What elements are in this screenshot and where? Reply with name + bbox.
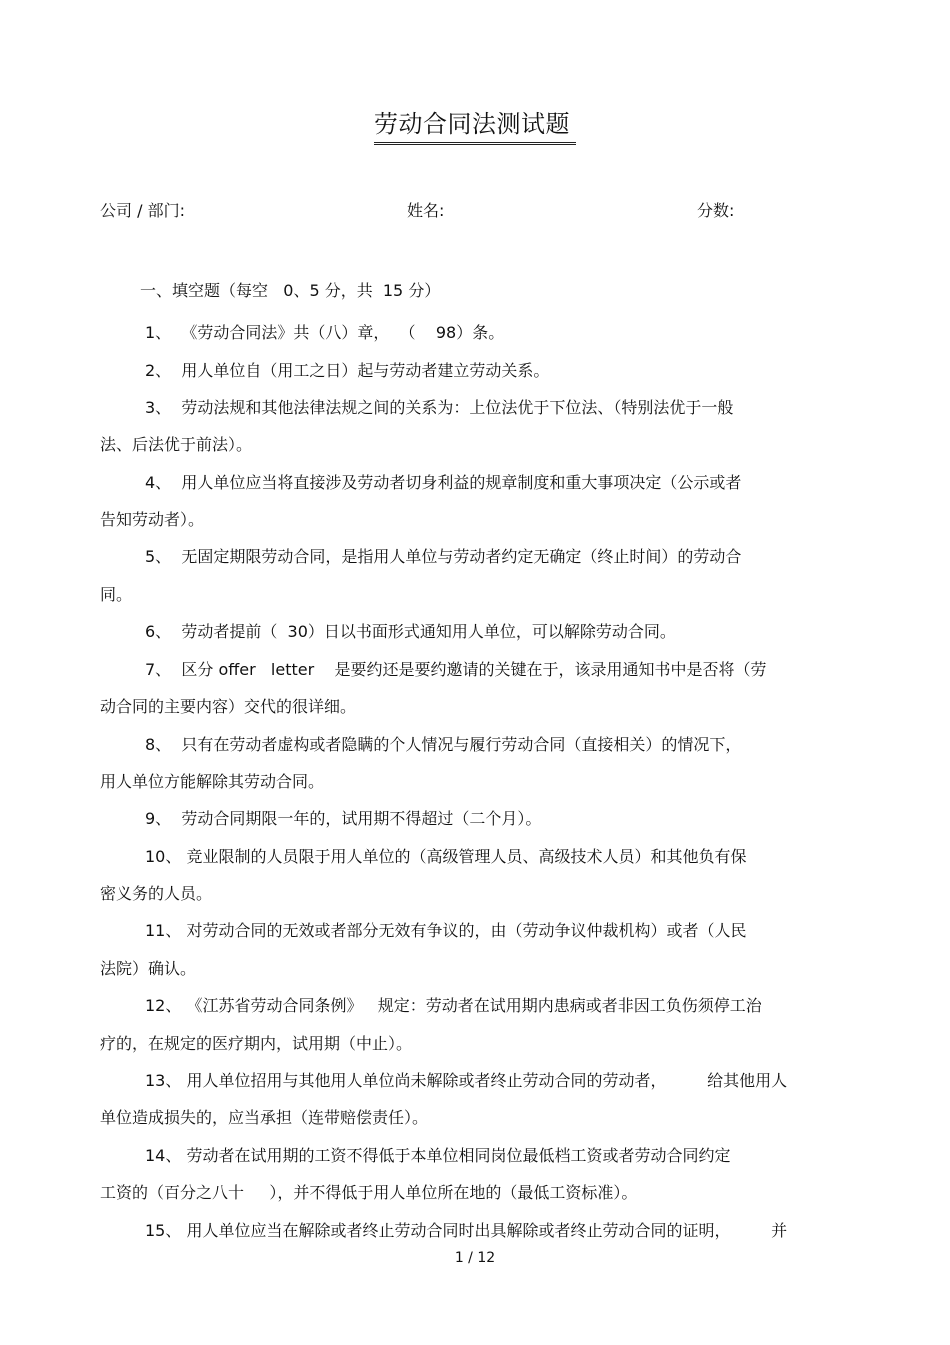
question-continuation: 法院）确认。 [100,959,197,978]
question-line: 7、 区分 offer letter 是要约还是要约邀请的关键在于，该录用通知书中是否将（劳 [145,660,767,679]
question-continuation: 单位造成损失的，应当承担（连带赔偿责任）。 [100,1108,429,1127]
question-continuation: 法、后法优于前法）。 [100,435,253,454]
question-line: 9、 劳动合同期限一年的，试用期不得超过（二个月）。 [145,809,542,828]
question-line: 11、 对劳动合同的无效或者部分无效有争议的，由（劳动争议仲裁机构）或者（人民 [145,921,747,940]
question-line: 1、 《劳动合同法》共（八）章， （ 98）条。 [145,323,505,342]
question-continuation: 用人单位方能解除其劳动合同。 [100,772,325,791]
question-line: 15、 用人单位应当在解除或者终止劳动合同时出具解除或者终止劳动合同的证明， 并 [145,1221,788,1240]
question-continuation: 密义务的人员。 [100,884,213,903]
question-continuation: 告知劳动者）。 [100,510,205,529]
score-label: 分数: [697,201,735,220]
question-continuation: 疗的，在规定的医疗期内，试用期（中止）。 [100,1034,413,1053]
document-title-text: 劳动合同法测试题 [374,110,576,145]
question-line: 2、 用人单位自（用工之日）起与劳动者建立劳动关系。 [145,361,550,380]
question-line: 6、 劳动者提前（ 30）日以书面形式通知用人单位，可以解除劳动合同。 [145,622,676,641]
question-continuation: 同。 [100,585,133,604]
section-title: 一、填空题（每空 0、5 分，共 15 分） [140,281,441,300]
question-continuation: 工资的（百分之八十 ），并不得低于用人单位所在地的（最低工资标准）。 [100,1183,638,1202]
page-number: 1 / 12 [454,1250,496,1266]
question-line: 10、 竞业限制的人员限于用人单位的（高级管理人员、高级技术人员）和其他负有保 [145,847,747,866]
question-line: 13、 用人单位招用与其他用人单位尚未解除或者终止劳动合同的劳动者， 给其他用人 [145,1071,788,1090]
name-label: 姓名: [407,201,445,220]
question-line: 3、 劳动法规和其他法律法规之间的关系为：上位法优于下位法、（特别法优于一般 [145,398,734,417]
question-continuation: 动合同的主要内容）交代的很详细。 [100,697,357,716]
document-title [0,110,950,145]
question-line: 5、 无固定期限劳动合同，是指用人单位与劳动者约定无确定（终止时间）的劳动合 [145,547,742,566]
question-line: 8、 只有在劳动者虚构或者隐瞒的个人情况与履行劳动合同（直接相关）的情况下， [145,735,742,754]
question-line: 12、 《江苏省劳动合同条例》 规定：劳动者在试用期内患病或者非因工负伤须停工治 [145,996,762,1015]
question-line: 4、 用人单位应当将直接涉及劳动者切身利益的规章制度和重大事项决定（公示或者 [145,473,742,492]
company-department-label: 公司 / 部门: [100,201,185,220]
question-line: 14、 劳动者在试用期的工资不得低于本单位相同岗位最低档工资或者劳动合同约定 [145,1146,731,1165]
